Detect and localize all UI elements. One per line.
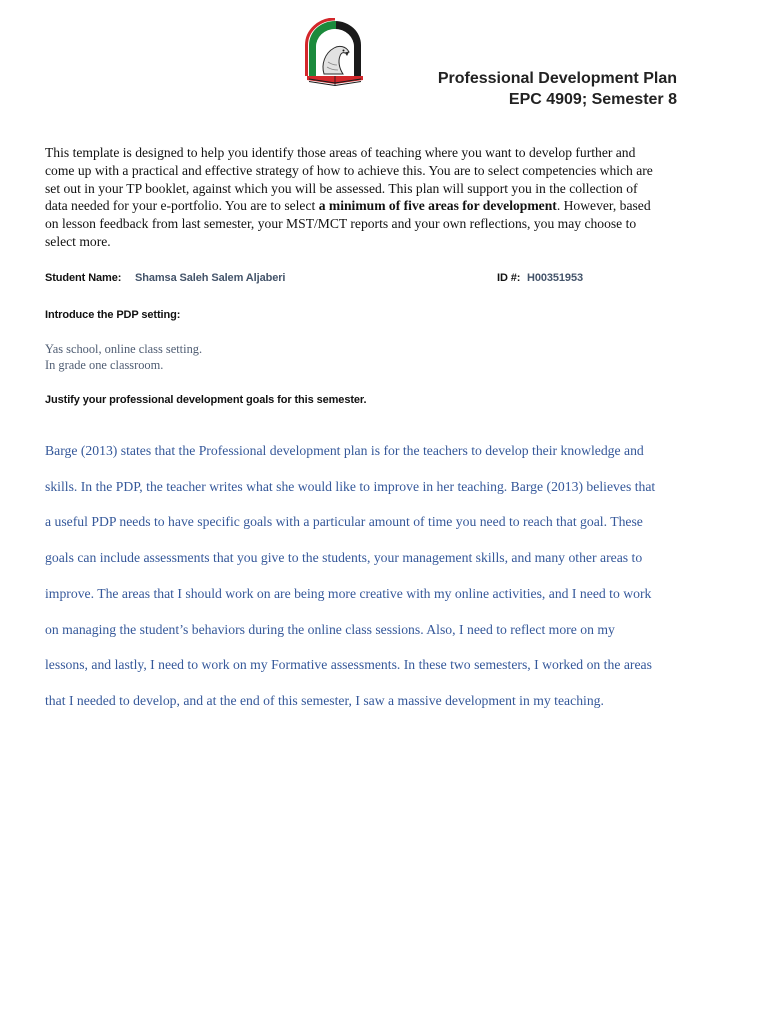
intro-emphasis: a minimum of five areas for development bbox=[318, 198, 557, 214]
setting-heading: Introduce the PDP setting: bbox=[45, 309, 181, 321]
student-id-value: H00351953 bbox=[527, 272, 583, 284]
setting-line: In grade one classroom. bbox=[45, 358, 164, 372]
goals-line: improve. The areas that I should work on are being more creative with my online activities, and I need to work bbox=[45, 585, 652, 601]
goals-line: goals can include assessments that you give to the students, your management skills, and many other areas to bbox=[45, 550, 643, 566]
student-name-value: Shamsa Saleh Salem Aljaberi bbox=[135, 272, 286, 284]
goals-line: Barge (2013) states that the Professional development plan is for the teachers to develop their knowledge and bbox=[45, 443, 644, 458]
intro-line: on lesson feedback from last semester, your MST/MCT reports and your own reflections, you may choose to bbox=[45, 216, 637, 232]
goals-line: lessons, and lastly, I need to work on my Formative assessments. In these two semesters, I worked on the areas bbox=[45, 657, 652, 673]
book-icon bbox=[307, 76, 363, 86]
goals-line: that I needed to develop, and at the end of this semester, I saw a massive development in my teaching. bbox=[45, 692, 604, 708]
student-name-label: Student Name: bbox=[45, 272, 122, 284]
goals-paragraph bbox=[45, 433, 735, 719]
intro-line: come up with a practical and effective strategy of how to achieve this. You are to select competencies which are bbox=[45, 162, 653, 178]
goals-line: a useful PDP needs to have specific goals with a particular amount of time you need to reach that goal. These bbox=[45, 514, 643, 530]
setting-line: Yas school, online class setting. bbox=[45, 342, 203, 356]
student-info-row bbox=[0, 270, 768, 286]
setting-text bbox=[45, 341, 202, 373]
goals-heading: Justify your professional development goals for this semester. bbox=[45, 394, 367, 406]
document-title: Professional Development Plan bbox=[437, 70, 677, 87]
intro-line: select more. bbox=[45, 233, 111, 249]
intro-paragraph bbox=[45, 144, 735, 251]
intro-text: data needed for your e-portfolio. You are to select bbox=[45, 198, 319, 214]
student-id-label: ID #: bbox=[497, 272, 521, 284]
intro-line: This template is designed to help you identify those areas of teaching where you want to develop further and bbox=[45, 145, 636, 160]
intro-line: set out in your TP booklet, against which you will be assessed. This plan will support you in the collection of bbox=[45, 180, 638, 196]
goals-line: on managing the student’s behaviors during the online class sessions. Also, I need to reflect more on my bbox=[45, 621, 615, 637]
intro-text: . However, based bbox=[556, 198, 651, 214]
intro-line bbox=[45, 197, 735, 215]
college-logo bbox=[304, 18, 366, 86]
course-subtitle: EPC 4909; Semester 8 bbox=[508, 91, 677, 108]
title-block bbox=[438, 68, 677, 110]
goals-line: skills. In the PDP, the teacher writes what she would like to improve in her teaching. Barge (2013) believes that bbox=[45, 478, 656, 494]
